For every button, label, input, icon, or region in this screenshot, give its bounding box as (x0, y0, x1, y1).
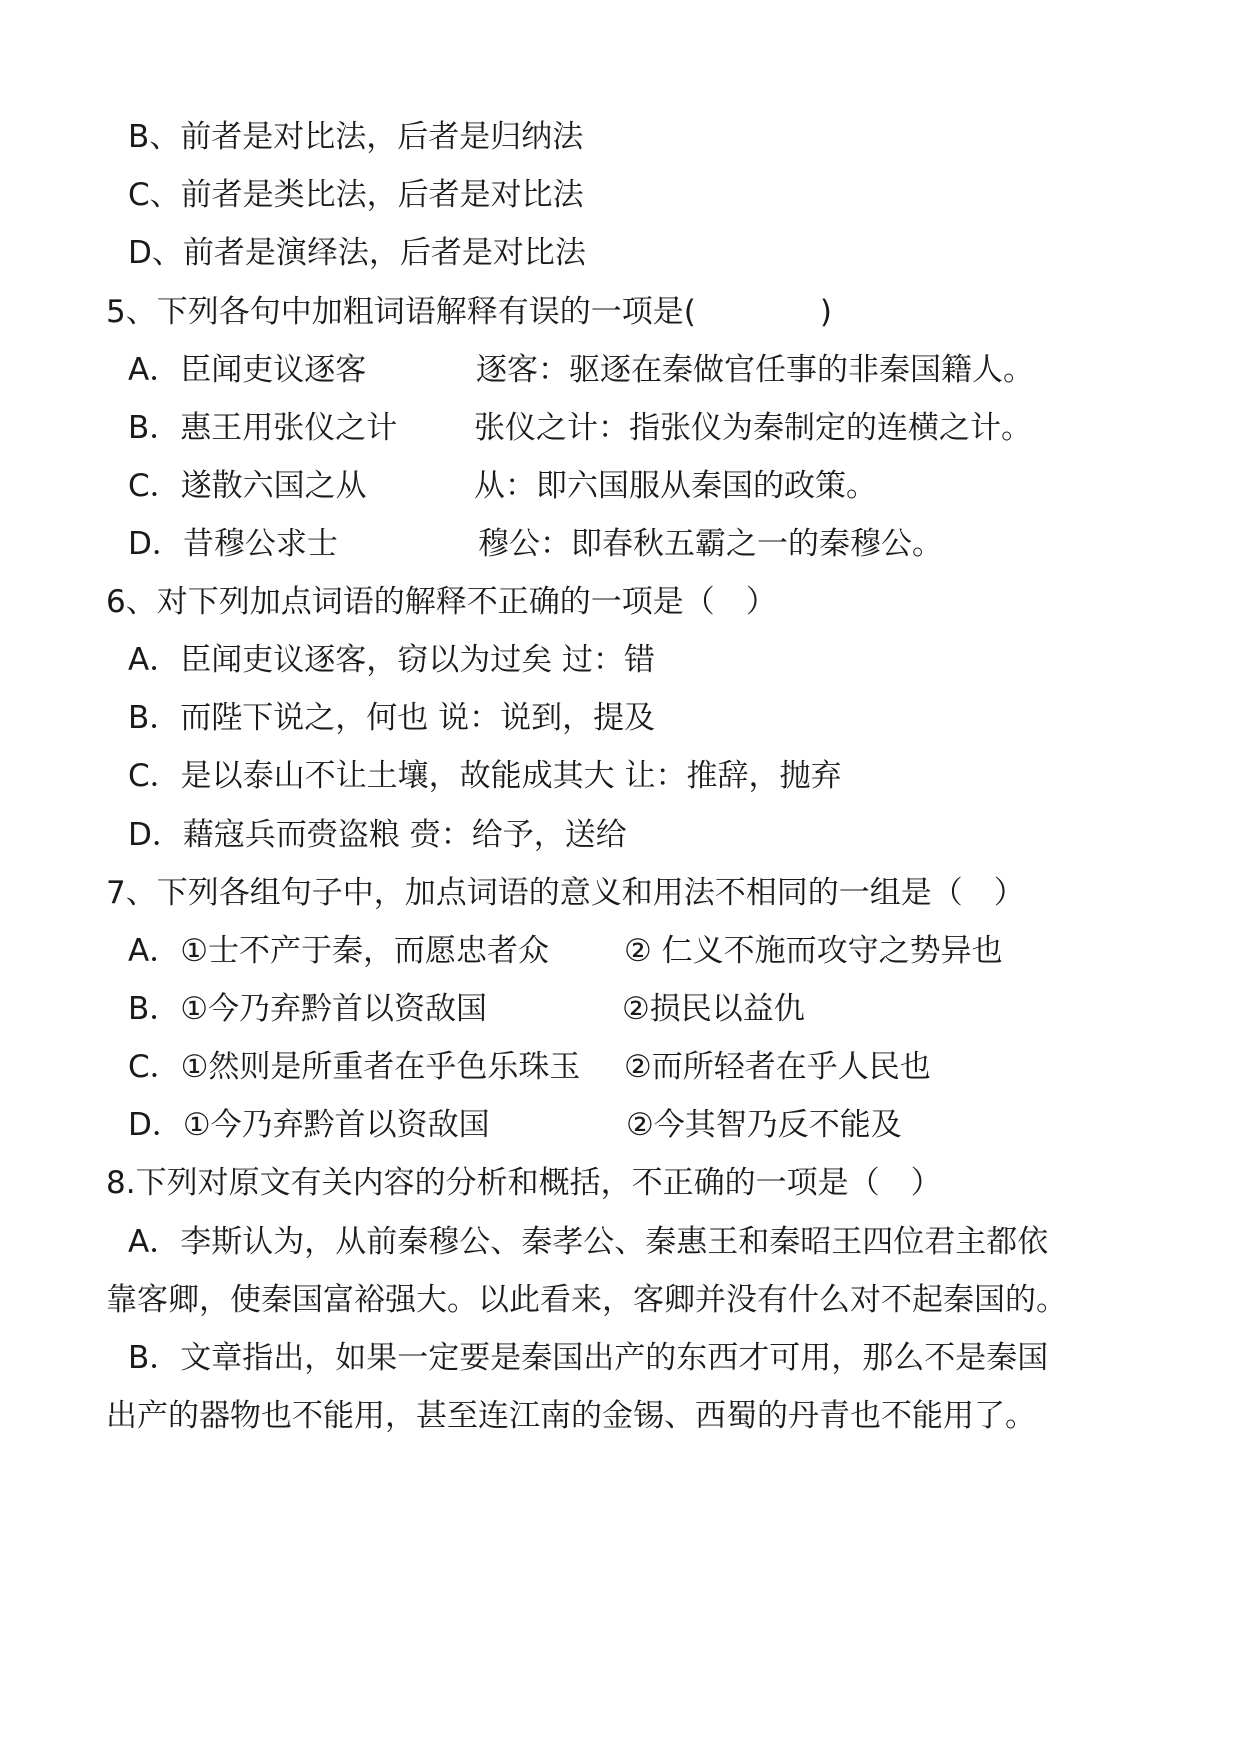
q4-option-b: B、前者是对比法，后者是归纳法 (128, 119, 584, 155)
q7-option-c (128, 1037, 1128, 1097)
q5-option-a-sentence: A．臣闻吏议逐客 (128, 352, 367, 388)
q5-option-d-sentence: D．昔穆公求士 (128, 526, 338, 562)
q7-option-a-first: A．①士不产于秦，而愿忠者众 (128, 933, 549, 969)
q6-option-d: D．藉寇兵而赍盗粮 赍：给予，送给 (128, 817, 627, 853)
q5-option-d-explanation: 穆公：即春秋五霸之一的秦穆公。 (478, 526, 943, 562)
q7-option-b-first: B．①今乃弃黔首以资敌国 (128, 991, 488, 1027)
q5-option-d (128, 514, 1128, 574)
q7-option-d-second: ②今其智乃反不能及 (626, 1107, 902, 1143)
q8-stem: 8.下列对原文有关内容的分析和概括，不正确的一项是（ ） (106, 1165, 942, 1201)
q6-option-b: B．而陛下说之，何也 说：说到，提及 (128, 700, 656, 736)
q4-option-d: D、前者是演绎法，后者是对比法 (128, 235, 586, 271)
q7-option-b-second: ②损民以益仇 (622, 991, 805, 1027)
q6-option-c: C．是以泰山不让土壤，故能成其大 让：推辞，抛弃 (128, 758, 842, 794)
q5-option-c-explanation: 从：即六国服从秦国的政策。 (474, 468, 877, 504)
q5-option-b-sentence: B．惠王用张仪之计 (128, 410, 398, 446)
q5-stem: 5、下列各句中加粗词语解释有误的一项是( ) (106, 294, 832, 330)
q7-option-d-first: D．①今乃弃黔首以资敌国 (128, 1107, 490, 1143)
q5-option-b (128, 398, 1128, 458)
q7-stem: 7、下列各组句子中，加点词语的意义和用法不相同的一组是（ ） (106, 875, 1025, 911)
q5-option-c (128, 456, 1128, 516)
q7-option-b (128, 979, 1128, 1039)
q6-option-a: A．臣闻吏议逐客，窃以为过矣 过：错 (128, 642, 656, 678)
q8-option-b-line1: B．文章指出，如果一定要是秦国出产的东西才可用，那么不是秦国 (128, 1340, 1049, 1376)
q7-option-c-second: ②而所轻者在乎人民也 (624, 1049, 931, 1085)
q7-option-a-second: ② 仁义不施而攻守之势异也 (624, 933, 1003, 969)
q5-option-b-explanation: 张仪之计：指张仪为秦制定的连横之计。 (474, 410, 1032, 446)
q8-option-b-line2: 出产的器物也不能用，甚至连江南的金锡、西蜀的丹青也不能用了。 (106, 1398, 1036, 1434)
q8-option-a-line1: A．李斯认为，从前秦穆公、秦孝公、秦惠王和秦昭王四位君主都依 (128, 1224, 1049, 1260)
q5-option-a-explanation: 逐客：驱逐在秦做官任事的非秦国籍人。 (476, 352, 1034, 388)
q7-option-a (128, 921, 1128, 981)
q7-option-d (128, 1095, 1128, 1155)
q6-stem: 6、对下列加点词语的解释不正确的一项是（ ） (106, 584, 777, 620)
q4-option-c: C、前者是类比法，后者是对比法 (128, 177, 584, 213)
q5-option-a (128, 340, 1128, 400)
q8-option-a-line2: 靠客卿，使秦国富裕强大。以此看来，客卿并没有什么对不起秦国的。 (106, 1282, 1067, 1318)
q5-option-c-sentence: C．遂散六国之从 (128, 468, 367, 504)
q7-option-c-first: C．①然则是所重者在乎色乐珠玉 (128, 1049, 581, 1085)
